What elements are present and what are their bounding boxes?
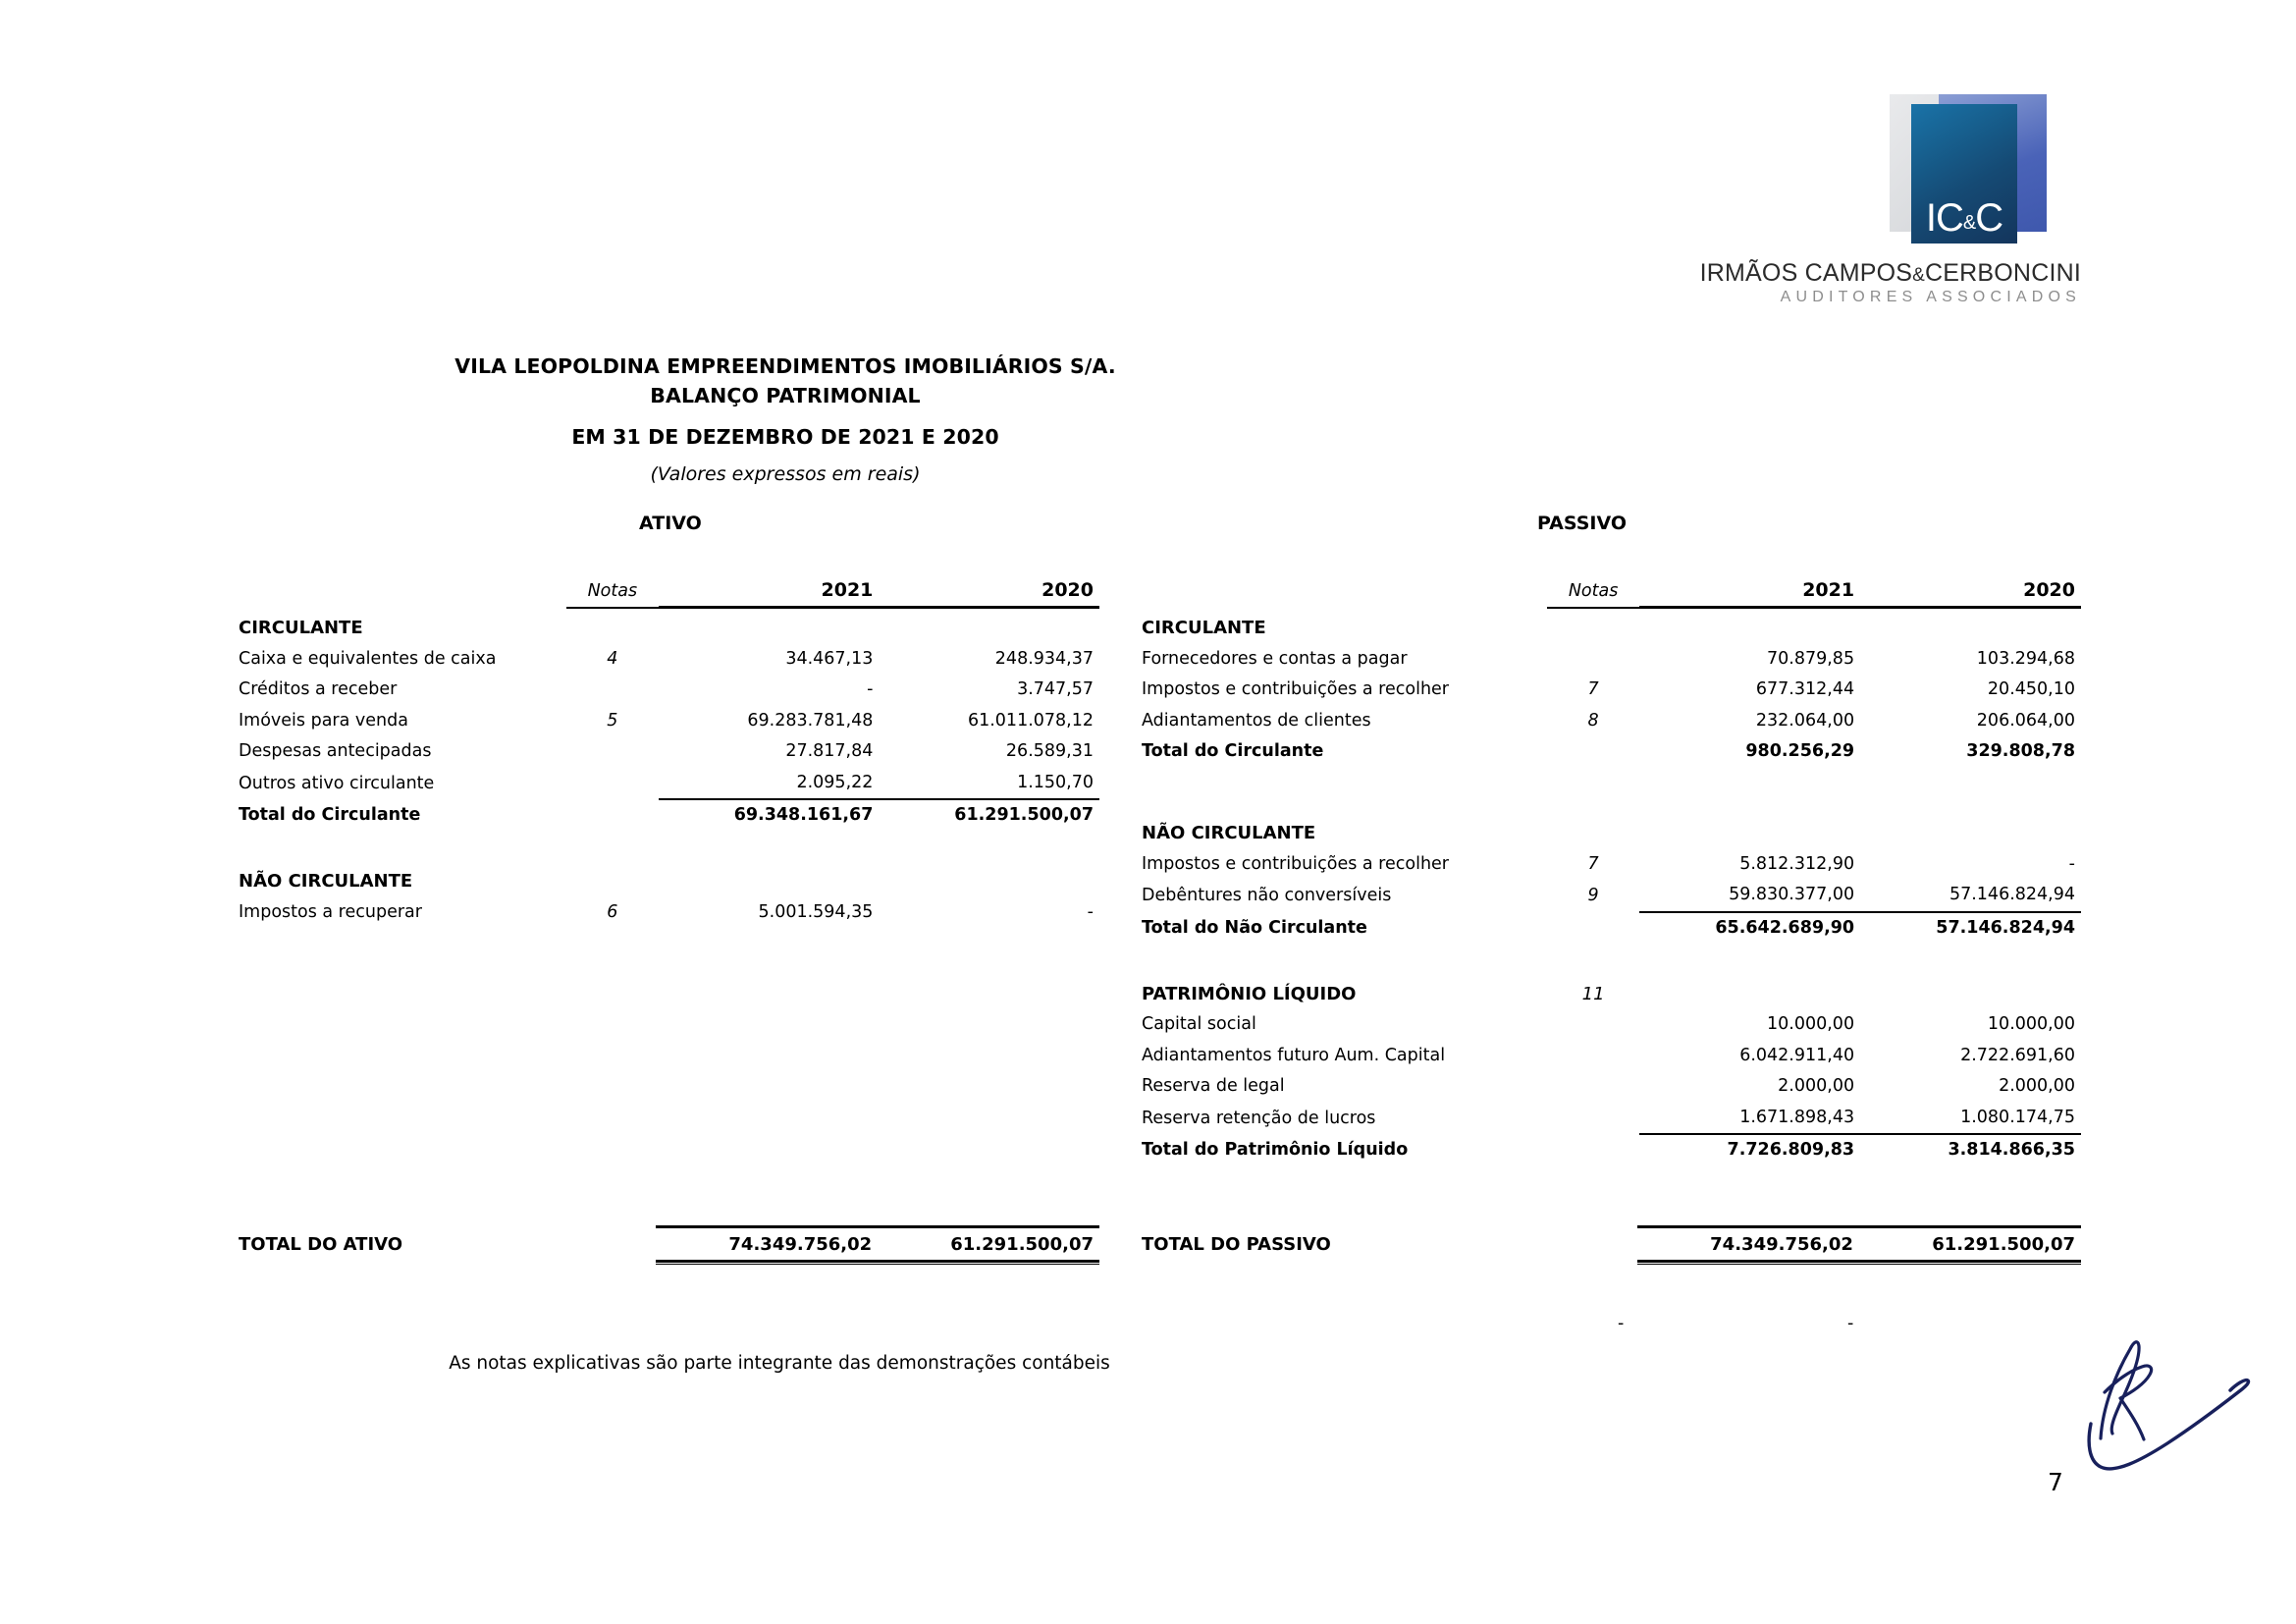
table-row (1142, 706, 2081, 737)
spacer-row (1142, 768, 2081, 799)
row-value-2021: 27.817,84 (785, 741, 874, 761)
table-row (1142, 1041, 2081, 1072)
row-value-2021: 5.001.594,35 (758, 901, 874, 922)
ativo-circulante-total-row (239, 799, 1099, 832)
blank-cell (1639, 608, 1860, 644)
grand-total-value-2020: 61.291.500,07 (1859, 1227, 2081, 1264)
table-row (239, 897, 1099, 929)
row-value-2020: 248.934,37 (994, 648, 1094, 669)
total-label: Total do Circulante (1142, 741, 1324, 761)
grand-total-label: TOTAL DO PASSIVO (1142, 1234, 1331, 1255)
statement-period: EM 31 DE DEZEMBRO DE 2021 E 2020 (571, 425, 999, 449)
passivo-circulante-total-row (1142, 736, 2081, 768)
row-label: Caixa e equivalentes de caixa (239, 648, 497, 669)
row-note: 4 (607, 648, 618, 669)
blank-cell (879, 832, 1099, 863)
blank-cell (1639, 944, 1860, 975)
row-value-2021: 677.312,44 (1755, 679, 1855, 699)
row-note (1547, 1041, 1639, 1072)
blank-cell (566, 862, 659, 897)
row-value-2021: 10.000,00 (1767, 1014, 1855, 1034)
passivo-circulante-heading-row (1142, 608, 2081, 644)
row-value-2021: 5.812.312,90 (1739, 853, 1855, 874)
header-year-2021: 2021 (1639, 573, 1860, 608)
rounding-dash-2021: - (1618, 1314, 1625, 1333)
passivo-circulante-heading: CIRCULANTE (1142, 618, 1266, 638)
blank-cell (1142, 798, 1547, 814)
header-year-2020: 2020 (1860, 573, 2081, 608)
row-note: 7 (1587, 853, 1599, 874)
signature-image (2083, 1337, 2279, 1514)
row-label: Debêntures não conversíveis (1142, 886, 1392, 905)
passivo-nao-circulante-heading-row (1142, 814, 2081, 849)
rounding-dash-2020: - (1847, 1314, 1854, 1333)
blank-cell (1639, 975, 1860, 1010)
row-label: Impostos e contribuições a recolher (1142, 679, 1450, 699)
logo-ampersand: & (1962, 212, 1976, 234)
grand-total-row (239, 1227, 1099, 1264)
table-row (1142, 1009, 2081, 1041)
row-label: Fornecedores e contas a pagar (1142, 648, 1408, 669)
ativo-nao-circulante-heading-row (239, 862, 1099, 897)
blank-cell (1547, 798, 1639, 814)
firm-name (1669, 259, 2081, 288)
row-note (566, 736, 659, 768)
row-note: 6 (607, 901, 618, 922)
company-logo (1669, 86, 2081, 322)
row-value-2021: 69.283.781,48 (747, 710, 874, 731)
blank-cell (239, 832, 566, 863)
blank-cell (1142, 768, 1547, 799)
blank-cell (1547, 768, 1639, 799)
passivo-nao-circulante-total-row (1142, 912, 2081, 945)
ativo-circulante-heading-row (239, 608, 1099, 644)
row-value-2021: 1.671.898,43 (1639, 1103, 1860, 1135)
row-value-2020: - (2068, 853, 2075, 874)
table-row (1142, 880, 2081, 912)
table-row (239, 644, 1099, 676)
passivo-section-heading: PASSIVO (1537, 513, 1627, 534)
total-label: Total do Patrimônio Líquido (1142, 1140, 1409, 1160)
ativo-nao-circulante-heading: NÃO CIRCULANTE (239, 871, 413, 892)
row-label: Reserva retenção de lucros (1142, 1108, 1376, 1128)
document-title-block (0, 352, 1571, 489)
table-row (239, 706, 1099, 737)
blank-cell (566, 832, 659, 863)
header-notas: Notas (566, 573, 659, 608)
row-value-2020: 3.747,57 (1017, 679, 1094, 699)
table-header-row (239, 573, 1099, 608)
header-blank (239, 573, 566, 608)
blank-cell (879, 608, 1099, 644)
statement-type: BALANÇO PATRIMONIAL (650, 384, 921, 407)
row-label: Adiantamentos futuro Aum. Capital (1142, 1045, 1446, 1065)
blank-cell (1860, 944, 2081, 975)
spacer-row (239, 832, 1099, 863)
blank-cell (1547, 736, 1639, 768)
row-label: Reserva de legal (1142, 1076, 1285, 1096)
ativo-section-heading: ATIVO (639, 513, 702, 534)
spacer-row (1142, 798, 2081, 814)
blank-cell (659, 862, 880, 897)
grand-total-row (1142, 1227, 2081, 1264)
row-label: Impostos a recuperar (239, 901, 422, 922)
total-value-2020: 329.808,78 (1966, 741, 2075, 761)
blank-cell (1860, 608, 2081, 644)
blank-cell (1545, 1227, 1637, 1264)
blank-cell (566, 608, 659, 644)
page-title: VILA LEOPOLDINA EMPREENDIMENTOS IMOBILIÁRIOS S/A. (454, 354, 1116, 378)
passivo-nao-circulante-heading: NÃO CIRCULANTE (1142, 823, 1316, 843)
row-value-2021: 59.830.377,00 (1639, 880, 1860, 912)
row-note: 5 (607, 710, 618, 731)
passivo-grand-total-row (1142, 1225, 2081, 1265)
grand-total-label: TOTAL DO ATIVO (239, 1234, 403, 1255)
total-label: Total do Circulante (239, 805, 421, 825)
logo-ic-text: IC (1925, 196, 1963, 240)
row-label: Despesas antecipadas (239, 741, 432, 761)
ativo-grand-total-row (239, 1225, 1099, 1265)
row-label: Adiantamentos de clientes (1142, 710, 1371, 731)
table-header-row (1142, 573, 2081, 608)
ativo-circulante-heading: CIRCULANTE (239, 618, 363, 638)
total-value-2020: 3.814.866,35 (1948, 1140, 2075, 1160)
row-label: Imóveis para venda (239, 710, 408, 731)
blank-cell (1547, 912, 1639, 945)
row-value-2020: 103.294,68 (1976, 648, 2075, 669)
patrimonio-liquido-heading-row (1142, 975, 2081, 1010)
row-value-2021: 34.467,13 (785, 648, 874, 669)
total-value-2021: 7.726.809,83 (1727, 1140, 1855, 1160)
row-value-2020: 1.150,70 (879, 768, 1099, 800)
row-value-2021: 232.064,00 (1755, 710, 1855, 731)
row-value-2021: 2.000,00 (1778, 1076, 1855, 1096)
blank-cell (1860, 768, 2081, 799)
row-value-2020: 57.146.824,94 (1860, 880, 2081, 912)
row-label: Créditos a receber (239, 679, 398, 699)
currency-note: (Valores expressos em reais) (650, 463, 921, 485)
table-row (1142, 1103, 2081, 1135)
row-value-2021: 2.095,22 (659, 768, 880, 800)
total-value-2020: 57.146.824,94 (1936, 917, 2075, 938)
row-note (566, 675, 659, 706)
blank-cell (1639, 814, 1860, 849)
row-note (1547, 1009, 1639, 1041)
patrimonio-liquido-note: 11 (1581, 983, 1605, 1004)
table-row (1142, 849, 2081, 881)
page-number: 7 (2048, 1468, 2063, 1496)
row-value-2020: 2.000,00 (1999, 1076, 2075, 1096)
grand-total-value-2021: 74.349.756,02 (1637, 1227, 1859, 1264)
grand-total-value-2021: 74.349.756,02 (656, 1227, 878, 1264)
blank-cell (1639, 798, 1860, 814)
row-note (1547, 1103, 1639, 1135)
row-value-2020: 1.080.174,75 (1860, 1103, 2081, 1135)
row-note (1547, 1071, 1639, 1103)
explanatory-notes-text: As notas explicativas são parte integrante das demonstrações contábeis (449, 1353, 1110, 1374)
blank-cell (1639, 768, 1860, 799)
grand-total-value-2020: 61.291.500,07 (878, 1227, 1099, 1264)
blank-cell (566, 799, 659, 832)
blank-cell (1547, 1134, 1639, 1166)
logo-c-text: C (1975, 196, 2003, 240)
row-value-2020: 26.589,31 (1005, 741, 1094, 761)
blank-cell (659, 608, 880, 644)
logo-square-main (1911, 104, 2017, 244)
row-label: Outros ativo circulante (239, 773, 435, 793)
logo-icc-text (1911, 198, 2017, 238)
table-row (239, 736, 1099, 768)
total-label: Total do Não Circulante (1142, 917, 1367, 938)
blank-cell (879, 862, 1099, 897)
table-row (1142, 675, 2081, 706)
blank-cell (1547, 814, 1639, 849)
row-value-2020: 2.722.691,60 (1960, 1045, 2075, 1065)
signature-svg (2083, 1337, 2279, 1514)
blank-cell (1860, 798, 2081, 814)
blank-cell (1142, 944, 1547, 975)
table-row (1142, 1071, 2081, 1103)
row-value-2021: - (867, 679, 874, 699)
total-value-2020: 61.291.500,07 (954, 805, 1094, 825)
firm-subtitle: AUDITORES ASSOCIADOS (1780, 289, 2081, 305)
total-value-2021: 65.642.689,90 (1715, 917, 1855, 938)
table-row (239, 768, 1099, 800)
header-notas: Notas (1547, 573, 1639, 608)
row-value-2020: 10.000,00 (1987, 1014, 2075, 1034)
row-value-2020: - (1087, 901, 1094, 922)
header-year-2020: 2020 (879, 573, 1099, 608)
row-value-2020: 61.011.078,12 (967, 710, 1094, 731)
header-blank (1142, 573, 1547, 608)
row-label: Impostos e contribuições a recolher (1142, 853, 1450, 874)
blank-cell (564, 1227, 656, 1264)
firm-name-ampersand: & (1912, 265, 1926, 286)
row-note (1547, 644, 1639, 676)
row-note (566, 768, 659, 800)
row-value-2021: 70.879,85 (1767, 648, 1855, 669)
blank-cell (1547, 944, 1639, 975)
row-label: Capital social (1142, 1014, 1256, 1034)
table-row (1142, 644, 2081, 676)
total-value-2021: 980.256,29 (1745, 741, 1855, 761)
spacer-row (1142, 944, 2081, 975)
passivo-table (1142, 573, 2081, 1166)
table-row (239, 675, 1099, 706)
logo-mark (1890, 86, 2056, 239)
firm-name-part1: IRMÃOS CAMPOS (1699, 259, 1913, 287)
row-note: 9 (1587, 886, 1599, 905)
patrimonio-liquido-heading: PATRIMÔNIO LÍQUIDO (1142, 983, 1357, 1004)
row-value-2020: 206.064,00 (1976, 710, 2075, 731)
header-year-2021: 2021 (659, 573, 880, 608)
firm-name-part2: CERBONCINI (1925, 259, 2081, 287)
patrimonio-liquido-total-row (1142, 1134, 2081, 1166)
blank-cell (1860, 975, 2081, 1010)
row-value-2020: 20.450,10 (1987, 679, 2075, 699)
blank-cell (659, 832, 880, 863)
blank-cell (1860, 814, 2081, 849)
blank-cell (1547, 608, 1639, 644)
total-value-2021: 69.348.161,67 (733, 805, 874, 825)
row-note: 7 (1587, 679, 1599, 699)
ativo-table (239, 573, 1099, 928)
row-note: 8 (1587, 710, 1599, 731)
row-value-2021: 6.042.911,40 (1739, 1045, 1855, 1065)
